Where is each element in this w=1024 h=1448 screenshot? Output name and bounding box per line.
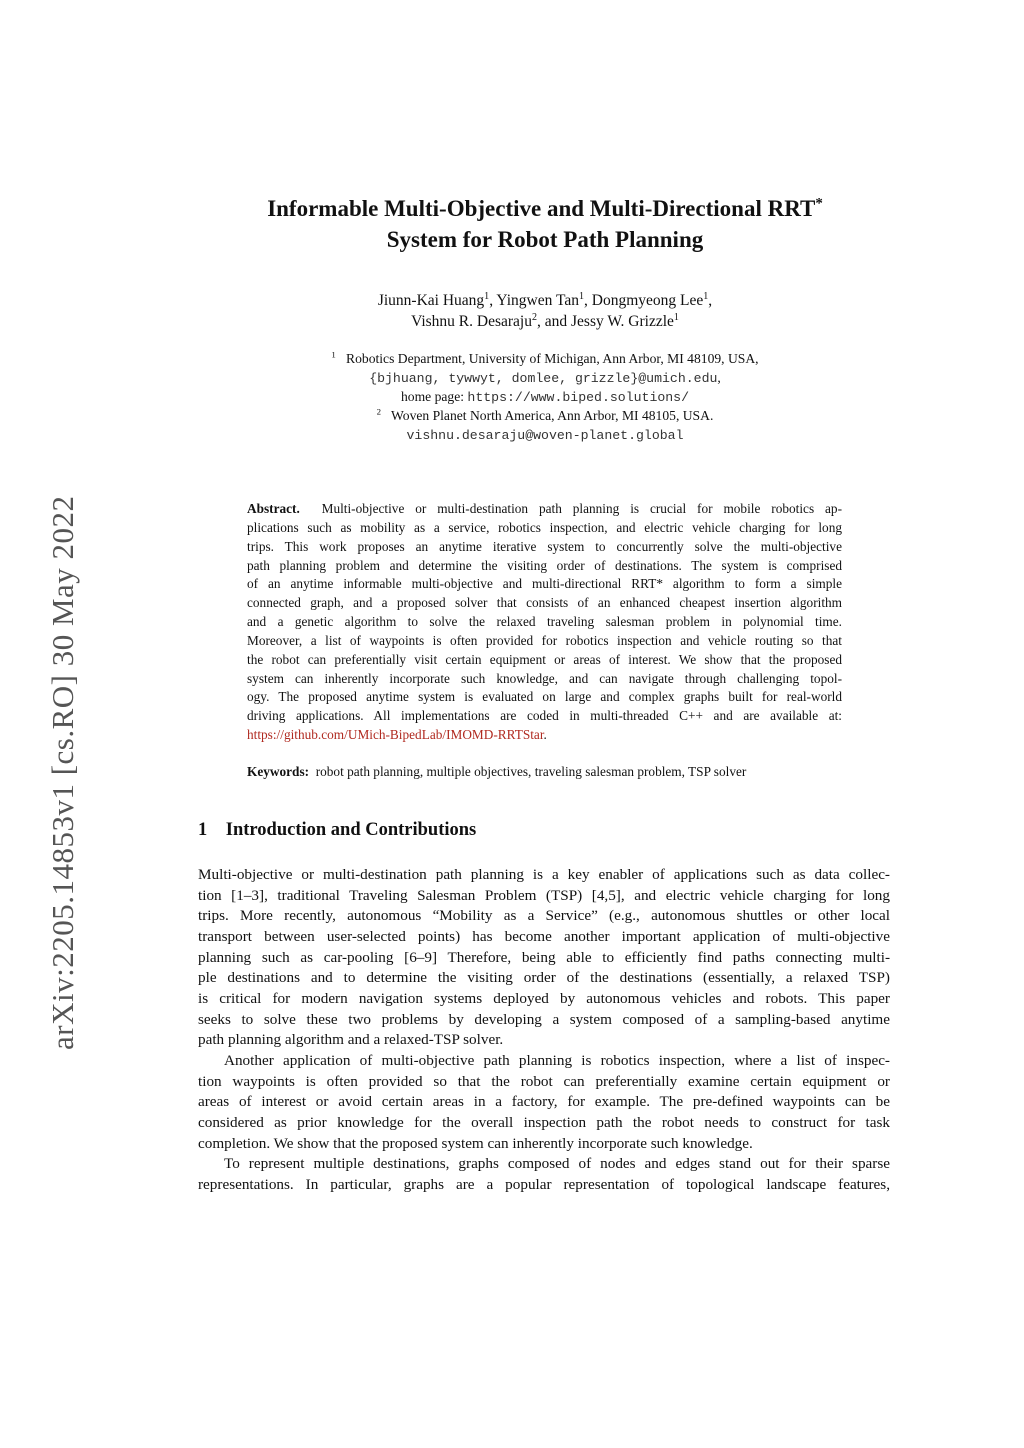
abstract-line <box>247 726 842 745</box>
affiliation-mark: 1 <box>484 290 490 302</box>
abstract-text: connected graph, and a proposed solver that consists of an enhanced cheapest insertion algorithm <box>247 595 842 611</box>
abstract-text: trips. This work proposes an anytime iterative system to concurrently solve the multi-objective <box>247 538 842 554</box>
arxiv-identifier-stamp: arXiv:2205.14853v1 [cs.RO] 30 May 2022 <box>45 495 80 1050</box>
paragraph-line: transport between user-selected points) has become another important application of multi-objective <box>198 927 890 945</box>
paragraph-line: To represent multiple destinations, graphs composed of nodes and edges stand out for their sparse <box>224 1155 890 1173</box>
github-link[interactable]: https://github.com/UMich-BipedLab/IMOMD-RRTStar <box>247 727 544 743</box>
paragraph-line: completion. We show that the proposed system can inherently incorporate such knowledge. <box>198 1134 753 1152</box>
abstract-line <box>247 500 842 519</box>
title-text: Informable Multi-Objective and Multi-Directional RRT <box>267 196 816 221</box>
author: Vishnu R. Desaraju <box>411 313 532 330</box>
affiliation-mark: 2 <box>531 311 537 323</box>
abstract-text: Multi-objective or multi-destination path planning is crucial for mobile robotics ap- <box>321 501 842 516</box>
abstract-line <box>247 670 842 689</box>
affiliation-mark: 1 <box>673 311 679 323</box>
paragraph-line: tion [1–3], traditional Traveling Salesman Problem (TSP) [4,5], and electric vehicle charging for long <box>198 886 890 904</box>
affiliation-text: Woven Planet North America, Ann Arbor, MI 48105, USA. <box>391 408 714 423</box>
author: Jiunn-Kai Huang <box>377 292 485 309</box>
author: , Dongmyeong Lee <box>584 292 704 309</box>
abstract-label: Abstract. <box>247 501 300 516</box>
paragraph-line: seeks to solve these two problems by developing a system composed of a sampling-based anytime <box>198 1010 890 1028</box>
paragraph-line: is critical for modern navigation systems deployed by autonomous vehicles and robots. This paper <box>198 989 890 1007</box>
abstract-line <box>247 651 842 670</box>
keywords-text: robot path planning, multiple objectives, traveling salesman problem, TSP solver <box>315 764 747 779</box>
paragraph-line: tion waypoints is often provided so that the robot can preferentially examine certain equipment or <box>198 1072 890 1090</box>
email-2 <box>0 427 1024 443</box>
paragraph-line: Another application of multi-objective path planning is robotics inspection, where a list of inspec- <box>224 1051 890 1069</box>
paper-title-line-2: System for Robot Path Planning <box>386 227 704 252</box>
affiliation-mark: 1 <box>703 290 709 302</box>
abstract-text: of an anytime informable multi-objective and multi-directional RRT* algorithm to form a simple <box>247 576 842 592</box>
homepage-label: home page: <box>400 389 468 404</box>
affiliation-mark: 1 <box>578 290 584 302</box>
abstract-line <box>247 557 842 576</box>
paragraph-line: planning such as car-pooling [6–9] Therefore, being able to efficiently find paths connecting multi- <box>198 948 890 966</box>
keywords-label: Keywords: <box>247 764 310 779</box>
punct: , <box>708 292 713 309</box>
affiliation-mark: 1 <box>331 349 336 360</box>
section-heading <box>198 820 476 841</box>
paragraph-line: considered as prior knowledge for the overall inspection path the robot needs to construct for task <box>198 1113 890 1131</box>
author-line-2 <box>0 313 1024 331</box>
abstract-line <box>247 632 842 651</box>
abstract-line <box>247 707 842 726</box>
paragraph-line: areas of interest or avoid certain areas in a factory, for example. The pre-defined waypoints can be <box>198 1093 890 1111</box>
abstract-line <box>247 575 842 594</box>
section-title: Introduction and Contributions <box>225 820 477 840</box>
paragraph-line: ple destinations and to determine the visiting order of the destinations (essentially, a relaxed TSP) <box>198 969 890 987</box>
email[interactable]: vishnu.desaraju@woven-planet.global <box>406 428 684 443</box>
keywords <box>247 764 746 780</box>
abstract-text: Moreover, a list of waypoints is often provided for robotics inspection and vehicle routing so that <box>247 632 842 648</box>
affiliation-text: Robotics Department, University of Michigan, Ann Arbor, MI 48109, USA, <box>346 351 759 366</box>
emails-1 <box>0 370 1024 386</box>
abstract-text: plications such as mobility as a service, robotics inspection, and electric vehicle charging for long <box>247 519 842 535</box>
author-line-1 <box>0 292 1024 310</box>
email-list[interactable]: {bjhuang, tywwyt, domlee, grizzle}@umich.edu <box>369 371 718 386</box>
paragraph-line: path planning algorithm and a relaxed-TSP solver. <box>198 1031 504 1049</box>
abstract-text: and a genetic algorithm to solve the relaxed traveling salesman problem in polynomial time. <box>247 614 842 630</box>
homepage-link[interactable]: https://www.biped.solutions/ <box>467 390 690 405</box>
homepage <box>0 389 1024 405</box>
abstract <box>247 500 842 745</box>
paragraph-line: Multi-objective or multi-destination path planning is a key enabler of applications such as data collec- <box>198 866 890 883</box>
paper-title-line-1 <box>0 196 1024 222</box>
abstract-line <box>247 519 842 538</box>
paragraph-line: representations. In particular, graphs are a popular representation of topological landscape features, <box>198 1175 890 1193</box>
punct: . <box>543 727 547 743</box>
abstract-line <box>247 613 842 632</box>
abstract-text: the robot can preferentially visit certain equipment or areas of interest. We show that the proposed <box>247 651 842 667</box>
introduction-body <box>198 865 890 1196</box>
abstract-line <box>247 594 842 613</box>
affiliation-1 <box>0 351 1024 367</box>
abstract-line <box>247 538 842 557</box>
author: , Yingwen Tan <box>489 292 579 309</box>
abstract-text: driving applications. All implementations are coded in multi-threaded C++ and are available at: <box>247 708 842 724</box>
abstract-line <box>247 688 842 707</box>
abstract-text: ogy. The proposed anytime system is evaluated on large and complex graphs built for real-world <box>247 689 842 705</box>
abstract-text: system can inherently incorporate such knowledge, and can navigate through challenging topol- <box>247 670 842 686</box>
abstract-text: path planning problem and determine the visiting order of destinations. The system is comprised <box>247 557 842 573</box>
paragraph-line: trips. More recently, autonomous “Mobility as a Service” (e.g., autonomous shuttles or other local <box>198 907 890 925</box>
section-number: 1 <box>198 820 208 840</box>
author: , and Jessy W. Grizzle <box>537 313 674 330</box>
title-superscript: * <box>815 195 823 212</box>
affiliation-2 <box>0 408 1024 424</box>
punct: , <box>717 370 721 385</box>
affiliation-mark: 2 <box>376 406 382 417</box>
